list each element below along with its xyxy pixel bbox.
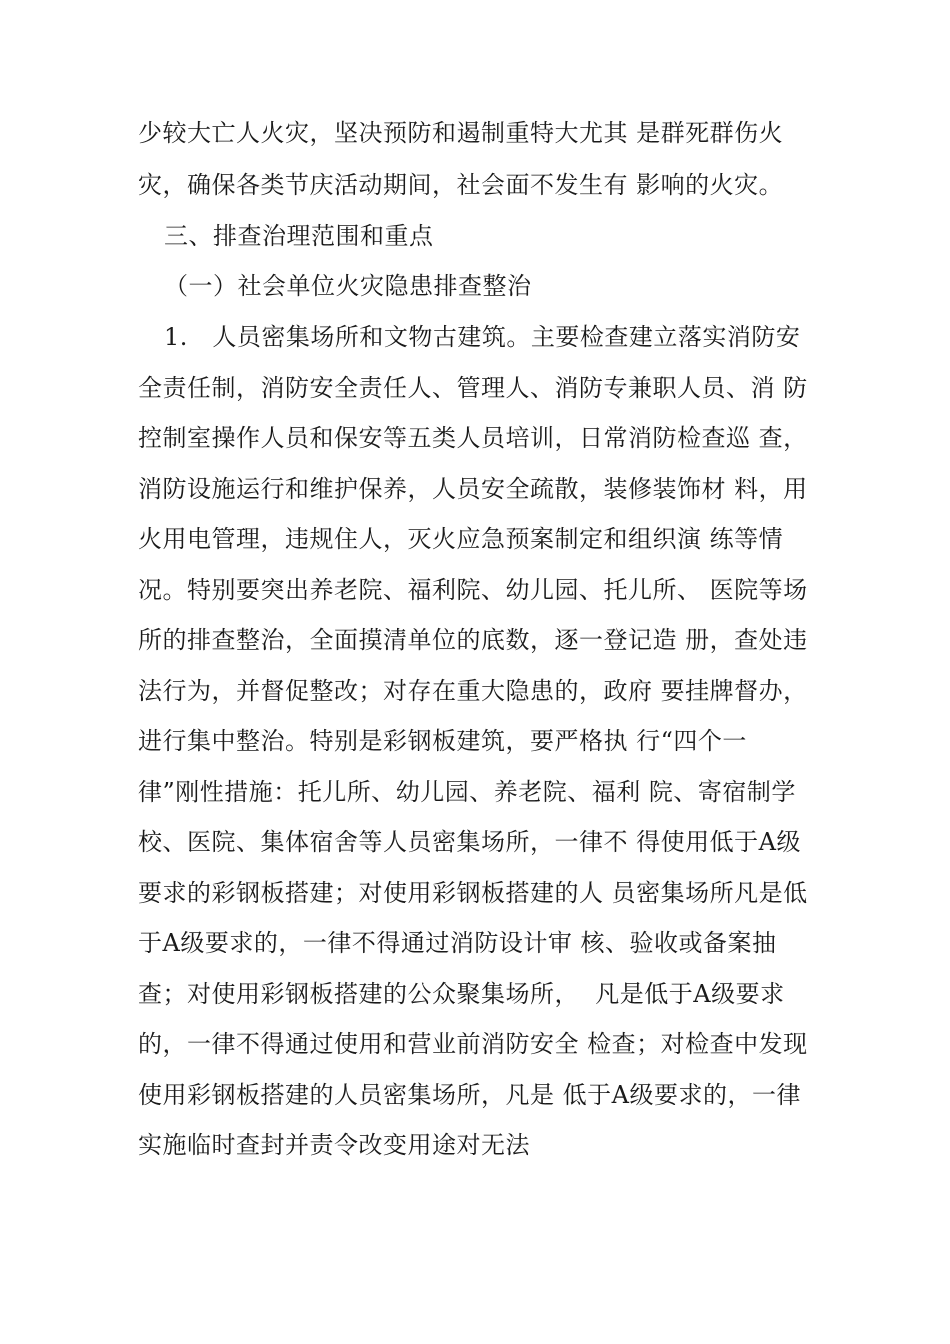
body-text-line: 少较大亡人火灾，坚决预防和遏制重特大尤其 是群死群伤火 [138, 119, 784, 147]
body-text-line: 火用电管理，违规住人，灭火应急预案制定和组织演 练等情 [138, 525, 784, 553]
section-heading: 三、排查治理范围和重点 [164, 222, 434, 250]
body-text-line: 校、医院、集体宿舍等人员密集场所，一律不 得使用低于A级 [138, 828, 801, 856]
body-text-line: 全责任制，消防安全责任人、管理人、消防专兼职人员、消 防 [138, 374, 808, 402]
numbered-item-start: 1. 人员密集场所和文物古建筑。主要检查建立落实消防安 [164, 323, 801, 351]
body-text-line: 于A级要求的，一律不得通过消防设计审 核、验收或备案抽 [138, 929, 777, 957]
body-text-line: 灾，确保各类节庆活动期间，社会面不发生有 影响的火灾。 [138, 171, 784, 199]
body-text-line: 所的排查整治，全面摸清单位的底数，逐一登记造 册，查处违 [138, 626, 808, 654]
body-text-line: 实施临时查封并责令改变用途对无法 [138, 1131, 530, 1159]
body-text-line: 控制室操作人员和保安等五类人员培训，日常消防检查巡 查， [138, 424, 808, 452]
body-text-line: 查；对使用彩钢板搭建的公众聚集场所， 凡是低于A级要求 [138, 980, 785, 1008]
body-text-line: 律”刚性措施：托儿所、幼儿园、养老院、福利 院、寄宿制学 [138, 778, 796, 806]
body-text-line: 要求的彩钢板搭建；对使用彩钢板搭建的人 员密集场所凡是低 [138, 879, 808, 907]
body-text-line: 消防设施运行和维护保养，人员安全疏散，装修装饰材 料，用 [138, 475, 808, 503]
body-text-line: 进行集中整治。特别是彩钢板建筑，要严格执 行“四个一 [138, 727, 747, 755]
body-text-line: 况。特别要突出养老院、福利院、幼儿园、托儿所、 医院等场 [138, 576, 808, 604]
body-text-line: 的，一律不得通过使用和营业前消防安全 检查；对检查中发现 [138, 1030, 808, 1058]
body-text-line: 使用彩钢板搭建的人员密集场所，凡是 低于A级要求的，一律 [138, 1081, 801, 1109]
body-text-line: 法行为，并督促整改；对存在重大隐患的，政府 要挂牌督办， [138, 677, 808, 705]
subsection-heading: （一）社会单位火灾隐患排查整治 [164, 272, 532, 300]
